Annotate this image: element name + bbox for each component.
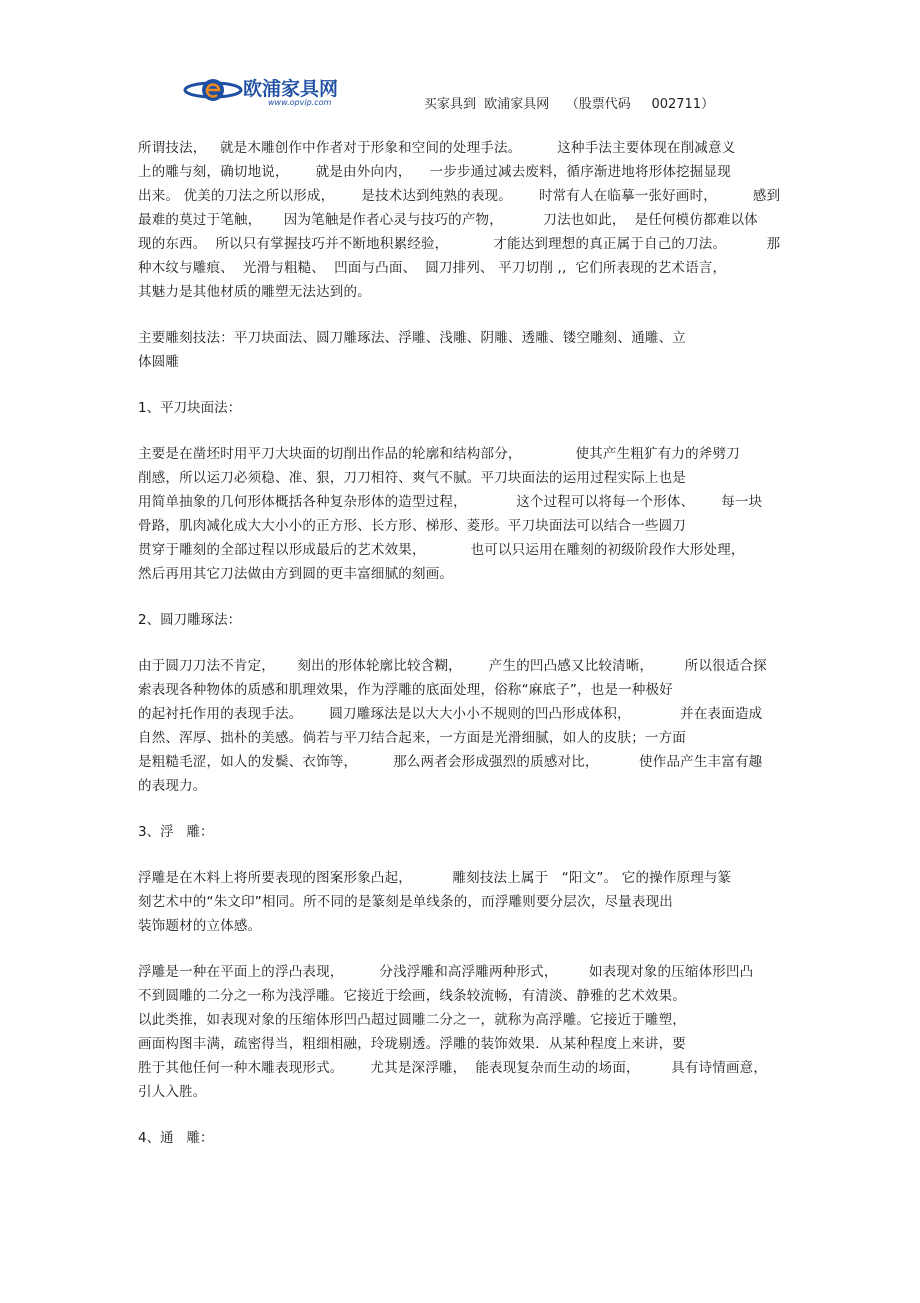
text-line: 引人入胜。: [138, 1084, 207, 1100]
text-line: 装饰题材的立体感。: [138, 918, 262, 934]
text-line: 主要是在凿坯时用平刀大块面的切削出作品的轮廓和结构部分， 使其产生粗犷有力的斧劈刀: [138, 446, 740, 462]
opvip-logo[interactable]: [183, 74, 363, 108]
logo-url: www.opvip.com: [268, 98, 332, 107]
paragraph-gap: [138, 304, 788, 326]
text-line: 上的雕与刻，确切地说， 就是由外向内， 一步步通过减去废料，循序渐进地将形体挖掘显现: [138, 164, 731, 180]
paragraph-gap: [138, 1104, 788, 1126]
text-line: 贯穿于雕刻的全部过程以形成最后的艺术效果， 也可以只运用在雕刻的初级阶段作大形处理，: [138, 542, 745, 558]
text-line: 出来。 优美的刀法之所以形成， 是技术达到纯熟的表现。 时常有人在临摹一张好画时， 感到: [138, 188, 781, 204]
article-body: [138, 136, 788, 1150]
text-line: 不到圆雕的二分之一称为浅浮雕。它接近于绘画，线条较流畅，有清淡、静雅的艺术效果。: [138, 988, 686, 1004]
paragraph-gap: [138, 420, 788, 442]
section-heading: 3、浮 雕：: [138, 824, 214, 840]
page-header: [0, 0, 920, 120]
text-line: 骨路，肌肉减化成大大小小的正方形、长方形、梯形、菱形。平刀块面法可以结合一些圆刀: [138, 518, 686, 534]
text-line: 现的东西。 所以只有掌握技巧并不断地积累经验， 才能达到理想的真正属于自己的刀法。 那: [138, 236, 781, 252]
text-line: 主要雕刻技法：平刀块面法、圆刀雕琢法、浮雕、浅雕、阴雕、透雕、镂空雕刻、通雕、立: [138, 330, 686, 346]
header-tagline: 买家具到 欧浦家具网 （股票代码 002711）: [424, 97, 715, 112]
text-line: 刻艺术中的“朱文印”相同。所不同的是篆刻是单线条的，而浮雕则要分层次，尽量表现出: [138, 894, 673, 910]
text-line: 是粗糙毛涩，如人的发鬓、衣饰等， 那么两者会形成强烈的质感对比， 使作品产生丰富有趣: [138, 754, 763, 770]
text-line: 用简单抽象的几何形体概括各种复杂形体的造型过程， 这个过程可以将每一个形体、 每一块: [138, 494, 763, 510]
section-heading: 4、通 雕：: [138, 1130, 214, 1146]
paragraph: [138, 326, 788, 374]
text-line: 削感，所以运刀必须稳、准、狠，刀刀相符、爽气不腻。平刀块面法的运用过程实际上也是: [138, 470, 686, 486]
text-line: 的表现力。: [138, 778, 207, 794]
text-line: 的起衬托作用的表现手法。 圆刀雕琢法是以大大小小不规则的凹凸形成体积， 并在表面造成: [138, 706, 763, 722]
paragraph-gap: [138, 374, 788, 396]
text-line: 由于圆刀刀法不肯定， 刻出的形体轮廓比较含糊， 产生的凹凸感又比较清晰， 所以很适合探: [138, 658, 767, 674]
paragraph-gap: [138, 632, 788, 654]
paragraph: [138, 136, 788, 304]
text-line: 画面构图丰满，疏密得当，粗细相融，玲珑剔透。浮雕的装饰效果．从某种程度上来讲，要: [138, 1036, 686, 1052]
paragraph-gap: [138, 938, 788, 960]
section-heading: 1、平刀块面法：: [138, 400, 242, 416]
logo-title: 欧浦家具网: [243, 78, 339, 100]
paragraph-gap: [138, 844, 788, 866]
paragraph-gap: [138, 586, 788, 608]
section-heading: 2、圆刀雕琢法：: [138, 612, 242, 628]
paragraph: [138, 866, 788, 938]
text-line: 以此类推，如表现对象的压缩体形凹凸超过圆雕二分之一，就称为高浮雕。它接近于雕塑，: [138, 1012, 686, 1028]
text-line: 其魅力是其他材质的雕塑无法达到的。: [138, 284, 371, 300]
text-line: 体圆雕: [138, 354, 180, 370]
text-line: 浮雕是在木料上将所要表现的图案形象凸起， 雕刻技法上属于 “阳文”。 它的操作原理与篆: [138, 870, 732, 886]
text-line: 然后再用其它刀法做由方到圆的更丰富细腻的刻画。: [138, 566, 454, 582]
text-line: 自然、浑厚、拙朴的美感。倘若与平刀结合起来，一方面是光滑细腻，如人的皮肤；一方面: [138, 730, 686, 746]
paragraph: [138, 442, 788, 586]
paragraph-gap: [138, 798, 788, 820]
text-line: 所谓技法， 就是木雕创作中作者对于形象和空间的处理手法。 这种手法主要体现在削减意义: [138, 140, 736, 156]
text-line: 浮雕是一种在平面上的浮凸表现， 分浅浮雕和高浮雕两种形式， 如表现对象的压缩体形凹凸: [138, 964, 754, 980]
text-line: 种木纹与雕痕、 光滑与粗糙、 凹面与凸面、 圆刀排列、 平刀切削 ,, 它们所表现的艺术语言，: [138, 260, 727, 276]
text-line: 索表现各种物体的质感和肌理效果，作为浮雕的底面处理，俗称“麻底子”，也是一种极好: [138, 682, 673, 698]
paragraph: [138, 654, 788, 798]
text-line: 胜于其他任何一种木雕表现形式。 尤其是深浮雕， 能表现复杂而生动的场面， 具有诗情画意，: [138, 1060, 768, 1076]
paragraph: [138, 960, 788, 1104]
text-line: 最难的莫过于笔触， 因为笔触是作者心灵与技巧的产物， 刀法也如此， 是任何模仿都难以体: [138, 212, 758, 228]
